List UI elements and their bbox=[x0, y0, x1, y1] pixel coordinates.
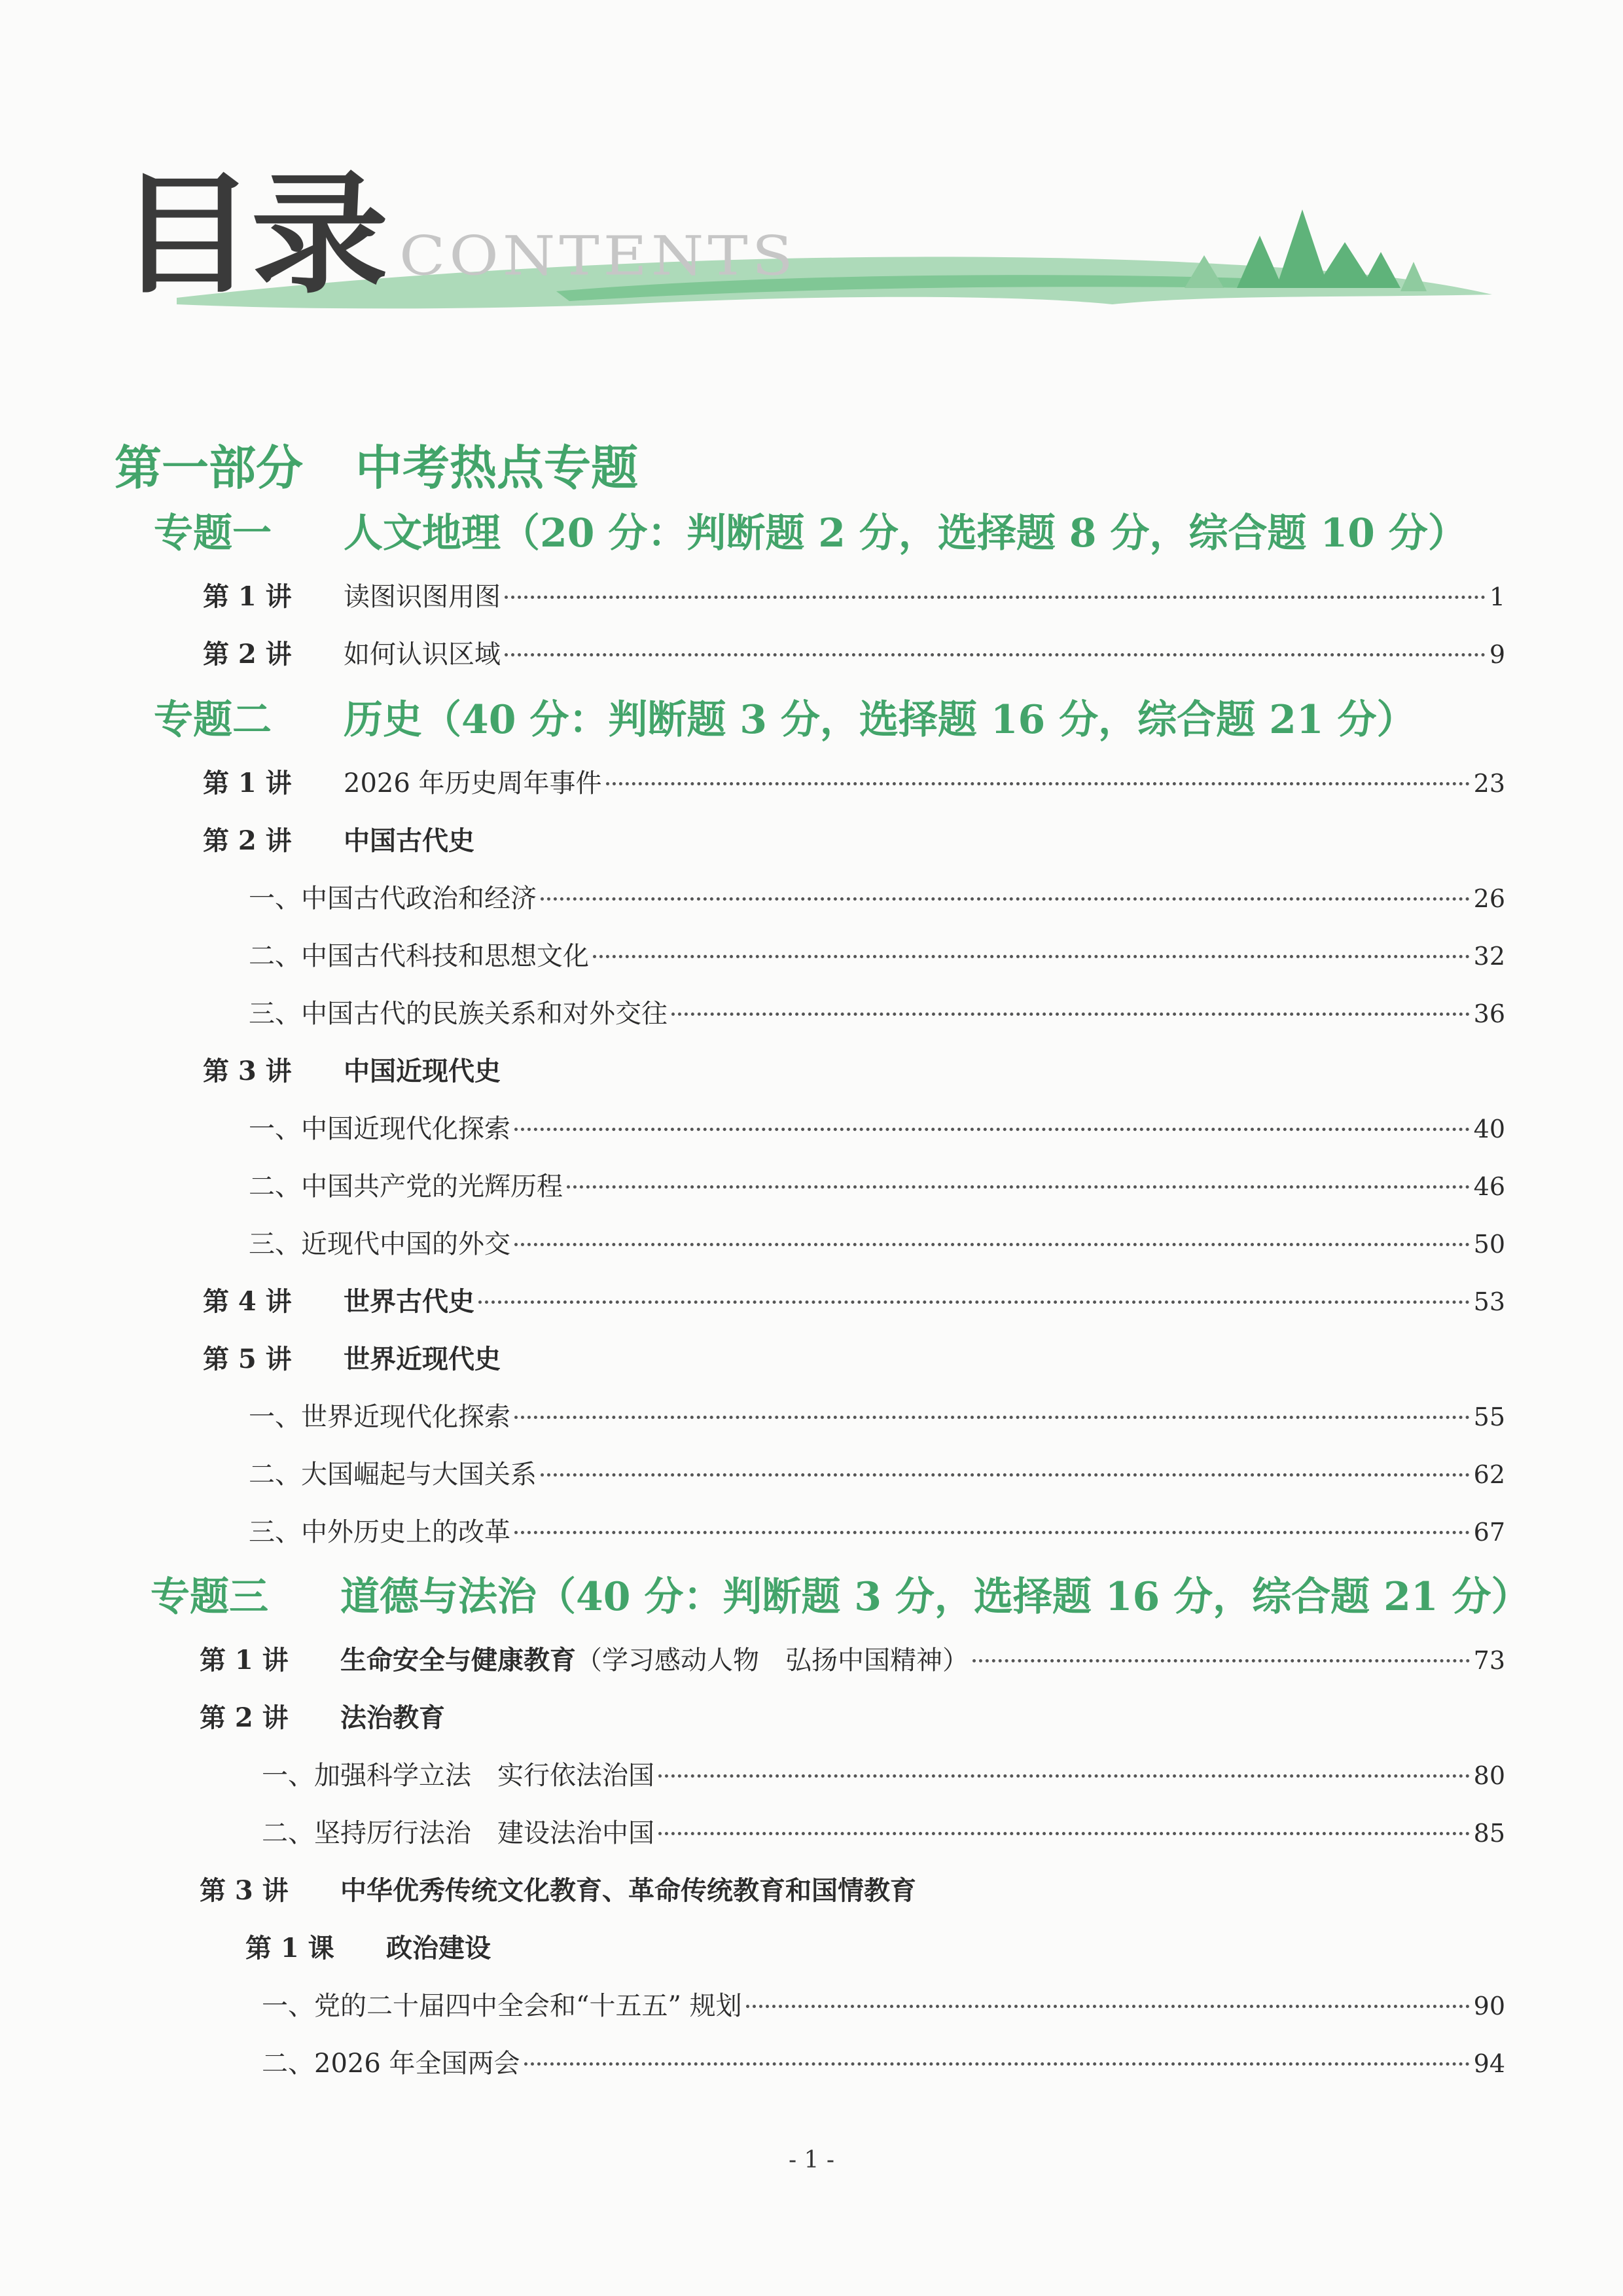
page-number: 85 bbox=[1473, 1819, 1505, 1848]
toc-entry[interactable]: 二、坚持厉行法治 建设法治中国 85 bbox=[262, 1812, 1505, 1854]
dot-leader bbox=[505, 653, 1486, 656]
page-number: 36 bbox=[1473, 999, 1505, 1028]
topic-heading bbox=[154, 694, 1416, 746]
title-mulu: 目录 bbox=[118, 159, 385, 312]
part-label: 第一部分 bbox=[115, 440, 304, 495]
dot-leader bbox=[541, 1473, 1470, 1477]
topic-title: 道德与法治（40 分：判断题 3 分，选择题 16 分，综合题 21 分） bbox=[340, 1574, 1531, 1620]
topic-label: 专题二 bbox=[154, 697, 272, 743]
toc-entry[interactable]: 第 2 讲 中国古代史 bbox=[203, 825, 474, 856]
page-number: 67 bbox=[1473, 1518, 1505, 1547]
toc-entry[interactable]: 第 3 讲 中国近现代史 bbox=[203, 1056, 501, 1086]
contents-header bbox=[98, 159, 1505, 334]
dot-leader bbox=[671, 1013, 1470, 1016]
toc-entry[interactable]: 一、加强科学立法 实行依法治国 80 bbox=[262, 1755, 1505, 1797]
page-number: 40 bbox=[1473, 1115, 1505, 1143]
page-footer-number: - 1 - bbox=[788, 2147, 835, 2174]
dot-leader bbox=[541, 897, 1470, 901]
page-number: 26 bbox=[1473, 884, 1505, 913]
toc-entry[interactable]: 第 3 讲 中华优秀传统文化教育、革命传统教育和国情教育 bbox=[200, 1875, 916, 1906]
dot-leader bbox=[514, 1416, 1470, 1419]
topic-label: 专题一 bbox=[154, 511, 272, 556]
page-number: 9 bbox=[1489, 640, 1505, 669]
dot-leader bbox=[514, 1243, 1470, 1246]
page-number: 55 bbox=[1473, 1403, 1505, 1431]
dot-leader bbox=[606, 782, 1470, 785]
toc-entry[interactable]: 一、中国近现代化探索 40 bbox=[249, 1108, 1505, 1150]
page-number: 94 bbox=[1473, 2049, 1505, 2078]
topic-title: 人文地理（20 分：判断题 2 分，选择题 8 分，综合题 10 分） bbox=[344, 511, 1467, 556]
dot-leader bbox=[514, 1128, 1470, 1131]
page-number: 1 bbox=[1489, 583, 1505, 611]
dot-leader bbox=[746, 2005, 1470, 2008]
toc-entry[interactable]: 第 1 课 政治建设 bbox=[245, 1933, 491, 1964]
dot-leader bbox=[505, 596, 1486, 599]
toc-entry[interactable]: 第 2 讲 法治教育 bbox=[200, 1702, 445, 1733]
dot-leader bbox=[478, 1300, 1470, 1304]
dot-leader bbox=[658, 1774, 1470, 1778]
part-title: 中考热点专题 bbox=[355, 440, 639, 495]
toc-entry[interactable]: 二、2026 年全国两会 94 bbox=[262, 2043, 1505, 2085]
page-number: 80 bbox=[1473, 1761, 1505, 1790]
page-number: 32 bbox=[1473, 942, 1505, 971]
page-number: 53 bbox=[1473, 1287, 1505, 1316]
dot-leader bbox=[972, 1659, 1470, 1662]
toc-entry[interactable]: 一、党的二十届四中全会和“十五五” 规划 90 bbox=[262, 1985, 1505, 2027]
toc-entry[interactable]: 第 5 讲 世界近现代史 bbox=[203, 1344, 501, 1374]
toc-entry[interactable]: 二、大国崛起与大国关系 62 bbox=[249, 1454, 1505, 1496]
toc-entry[interactable]: 第 4 讲 世界古代史 53 bbox=[203, 1281, 1505, 1323]
topic-heading bbox=[154, 507, 1467, 560]
toc-entry[interactable]: 第 1 讲 读图识图用图 1 bbox=[203, 576, 1505, 618]
toc-entry[interactable]: 三、中国古代的民族关系和对外交往 36 bbox=[249, 993, 1505, 1035]
dot-leader bbox=[658, 1832, 1470, 1835]
topic-title: 历史（40 分：判断题 3 分，选择题 16 分，综合题 21 分） bbox=[344, 697, 1416, 743]
dot-leader bbox=[567, 1185, 1470, 1189]
page-number: 73 bbox=[1473, 1646, 1505, 1675]
page-number: 23 bbox=[1473, 769, 1505, 798]
topic-label: 专题三 bbox=[151, 1574, 268, 1620]
dot-leader bbox=[514, 1531, 1470, 1534]
page-number: 90 bbox=[1473, 1992, 1505, 2020]
page-number: 62 bbox=[1473, 1460, 1505, 1489]
toc-entry[interactable]: 三、中外历史上的改革 67 bbox=[249, 1511, 1505, 1553]
toc-entry[interactable]: 二、中国共产党的光辉历程 46 bbox=[249, 1166, 1505, 1208]
topic-heading bbox=[151, 1571, 1530, 1623]
toc-entry[interactable]: 第 2 讲 如何认识区域 9 bbox=[203, 634, 1505, 675]
toc-entry[interactable]: 一、中国古代政治和经济 26 bbox=[249, 878, 1505, 920]
title-contents: CONTENTS bbox=[399, 224, 797, 288]
dot-leader bbox=[593, 955, 1470, 958]
dot-leader bbox=[524, 2062, 1470, 2066]
page-number: 46 bbox=[1473, 1172, 1505, 1201]
toc-entry[interactable]: 二、中国古代科技和思想文化 32 bbox=[249, 935, 1505, 977]
toc-entry[interactable]: 三、近现代中国的外交 50 bbox=[249, 1223, 1505, 1265]
toc-entry[interactable]: 一、世界近现代化探索 55 bbox=[249, 1396, 1505, 1438]
part-heading bbox=[115, 439, 638, 497]
toc-entry[interactable]: 第 1 讲 生命安全与健康教育 （学习感动人物 弘扬中国精神） 73 bbox=[200, 1640, 1505, 1681]
page-number: 50 bbox=[1473, 1230, 1505, 1259]
toc-entry[interactable]: 第 1 讲 2026 年历史周年事件 23 bbox=[203, 762, 1505, 804]
